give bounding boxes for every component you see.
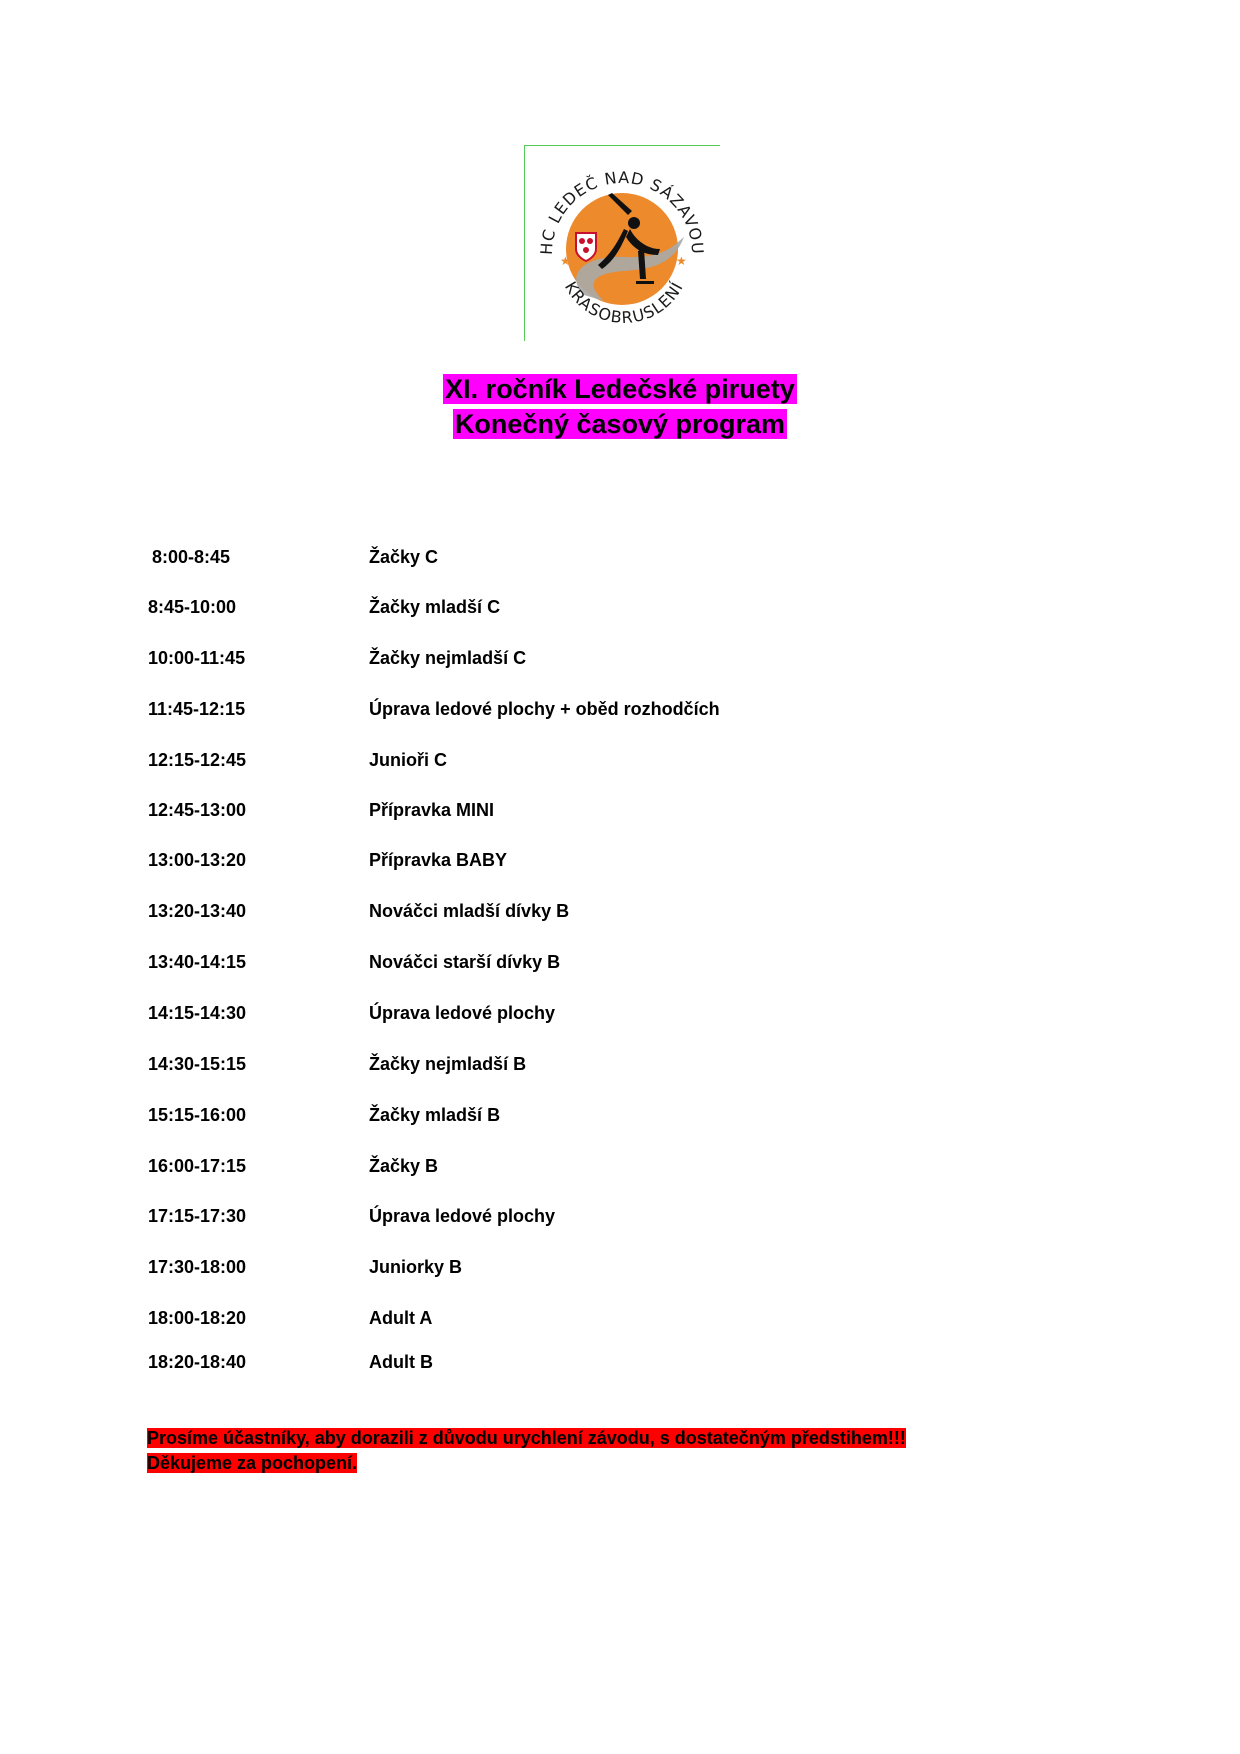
schedule-time: 18:20-18:40 <box>148 1352 247 1372</box>
schedule-time: 15:15-16:00 <box>148 1105 247 1125</box>
schedule-time: 13:20-13:40 <box>148 901 247 921</box>
schedule-event: Juniorky B <box>369 1257 463 1277</box>
schedule-event: Žačky nejmladší B <box>369 1054 527 1074</box>
schedule-time: 17:30-18:00 <box>148 1257 247 1277</box>
schedule-event: Žačky mladší B <box>369 1105 501 1125</box>
schedule-event: Žačky B <box>369 1156 439 1176</box>
schedule-event: Adult B <box>369 1352 433 1372</box>
schedule-time: 14:15-14:30 <box>148 1003 247 1023</box>
schedule-event: Úprava ledové plochy <box>369 1003 556 1023</box>
logo-bottom-text: KRASOBRUSLENÍ <box>560 278 687 328</box>
logo-top-text: HC LEDEČ NAD SÁZAVOU <box>536 167 708 256</box>
notice-line-1: Prosíme účastníky, aby dorazili z důvodu urychlení závodu, s dostatečným předstihem!!! <box>147 1428 906 1448</box>
notice-line-2: Děkujeme za pochopení. <box>147 1453 358 1473</box>
schedule-time: 18:00-18:20 <box>148 1308 247 1328</box>
schedule-time: 12:15-12:45 <box>148 750 247 770</box>
schedule-event: Adult A <box>369 1308 433 1328</box>
schedule-event: Úprava ledové plochy + oběd rozhodčích <box>369 699 720 719</box>
star-icon-right: ★ <box>676 254 687 268</box>
headline <box>0 372 1240 442</box>
schedule-time: 16:00-17:15 <box>148 1156 247 1176</box>
schedule-event: Žačky C <box>369 547 439 567</box>
schedule-event: Přípravka MINI <box>369 800 495 820</box>
schedule-time: 8:45-10:00 <box>148 597 237 617</box>
schedule-event: Nováčci starší dívky B <box>369 952 561 972</box>
schedule-event: Žačky mladší C <box>369 597 501 617</box>
schedule-time: 11:45-12:15 <box>148 699 246 719</box>
schedule-event: Žačky nejmladší C <box>369 648 527 668</box>
schedule-time: 14:30-15:15 <box>148 1054 247 1074</box>
headline-subtitle: Konečný časový program <box>454 409 786 439</box>
schedule-time: 12:45-13:00 <box>148 800 247 820</box>
schedule-time: 13:40-14:15 <box>148 952 247 972</box>
club-logo <box>524 145 720 341</box>
schedule-time: 17:15-17:30 <box>148 1206 247 1226</box>
schedule-event: Junioři C <box>369 750 448 770</box>
logo-graphic <box>524 145 720 341</box>
schedule-event: Nováčci mladší dívky B <box>369 901 570 921</box>
schedule-event: Přípravka BABY <box>369 850 508 870</box>
schedule-time: 10:00-11:45 <box>148 648 246 668</box>
headline-title: XI. ročník Ledečské piruety <box>445 374 795 404</box>
coat-of-arms-icon <box>576 233 596 261</box>
schedule-event: Úprava ledové plochy <box>369 1206 556 1226</box>
schedule-time: 8:00-8:45 <box>152 547 231 567</box>
schedule-time: 13:00-13:20 <box>148 850 247 870</box>
star-icon-left: ★ <box>560 254 571 268</box>
notice <box>147 1426 906 1476</box>
